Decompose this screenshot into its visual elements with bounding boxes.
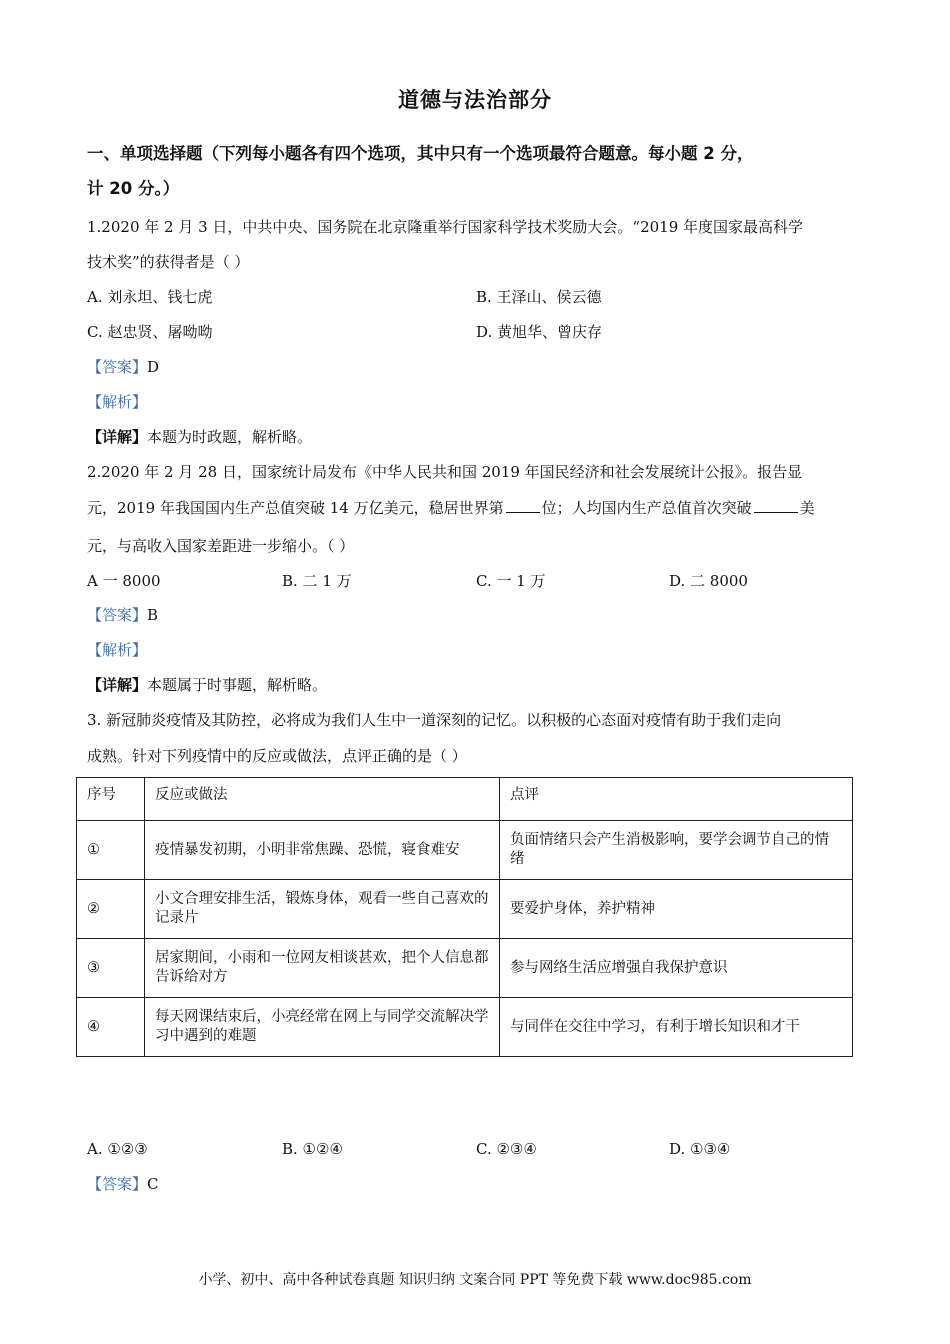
q2-stem-line2b: 位；人均国内生产总值首次突破 [541, 499, 752, 517]
table-cell: 每天网课结束后，小亮经常在网上与同学交流解决学习中遇到的难题 [145, 998, 500, 1057]
q2-analysis [87, 640, 867, 660]
q2-option-c: C. 一 1 万 [476, 572, 546, 590]
answer-label: 【答案】 [87, 1175, 148, 1193]
table-cell: 参与网络生活应增强自我保护意识 [500, 939, 853, 998]
analysis-label: 【解析】 [87, 641, 148, 659]
q1-answer-value: D [147, 358, 160, 376]
q2-stem-line2c: 美 [799, 499, 815, 517]
q3-option-c: C. ②③④ [476, 1140, 537, 1158]
detail-label: 【详解】 [87, 428, 148, 446]
table-cell: ① [77, 821, 145, 880]
q2-option-d: D. 二 8000 [669, 572, 748, 590]
q1-stem-line2: 技术奖”的获得者是（ ） [87, 253, 250, 271]
table-cell: 要爱护身体，养护精神 [500, 880, 853, 939]
table-header-cell: 点评 [500, 778, 853, 821]
table-row [77, 998, 853, 1057]
q2-answer-value: B [147, 606, 159, 624]
section-heading-line1: 一、单项选择题（下列每小题各有四个选项，其中只有一个选项最符合题意。每小题 2 分， [87, 144, 754, 163]
q2-blank-1 [506, 498, 540, 513]
answer-label: 【答案】 [87, 358, 148, 376]
q2-option-a: A 一 8000 [87, 572, 161, 590]
q2-blank-2 [754, 498, 798, 513]
q3-option-d: D. ①③④ [669, 1140, 731, 1158]
q1-option-d: D. 黄旭华、曾庆存 [476, 323, 603, 341]
q1-stem-line1: 1.2020 年 2 月 3 日，中共中央、国务院在北京隆重举行国家科学技术奖励大会。“2019 年度国家最高科学 [87, 218, 804, 236]
q1-detail [87, 427, 867, 447]
table-cell: 负面情绪只会产生消极影响，要学会调节自己的情绪 [500, 821, 853, 880]
q2-stem-line2a: 元，2019 年我国国内生产总值突破 14 万亿美元，稳居世界第 [87, 499, 504, 517]
table-row [77, 821, 853, 880]
table-header-cell: 反应或做法 [145, 778, 500, 821]
q3-answer [87, 1174, 867, 1194]
q2-option-b: B. 二 1 万 [282, 572, 352, 590]
table-cell: 与同伴在交往中学习，有利于增长知识和才干 [500, 998, 853, 1057]
table-cell: ② [77, 880, 145, 939]
detail-label: 【详解】 [87, 676, 148, 694]
page-title: 道德与法治部分 [398, 88, 552, 112]
q3-stem-line1: 3. 新冠肺炎疫情及其防控，必将成为我们人生中一道深刻的记忆。以积极的心态面对疫情有助于我们走向 [87, 711, 782, 729]
q3-option-a: A. ①②③ [87, 1140, 148, 1158]
analysis-label: 【解析】 [87, 393, 148, 411]
q2-answer [87, 605, 867, 625]
answer-label: 【答案】 [87, 606, 148, 624]
q2-detail [87, 675, 867, 695]
q2-stem-line2 [87, 498, 867, 518]
q1-option-b: B. 王泽山、侯云德 [476, 288, 602, 306]
q2-stem-line1: 2.2020 年 2 月 28 日，国家统计局发布《中华人民共和国 2019 年国民经济和社会发展统计公报》。报告显 [87, 463, 803, 481]
opinions-table [76, 777, 853, 1057]
table-cell: 小文合理安排生活，锻炼身体，观看一些自己喜欢的记录片 [145, 880, 500, 939]
table-cell: ④ [77, 998, 145, 1057]
table-cell: ③ [77, 939, 145, 998]
table-cell: 居家期间，小雨和一位网友相谈甚欢，把个人信息都告诉给对方 [145, 939, 500, 998]
q3-stem-line2: 成熟。针对下列疫情中的反应或做法，点评正确的是（ ） [87, 747, 467, 765]
q1-answer [87, 357, 867, 377]
table-row [77, 939, 853, 998]
q2-detail-text: 本题属于时事题，解析略。 [147, 676, 328, 694]
q3-answer-value: C [147, 1175, 159, 1193]
q1-detail-text: 本题为时政题，解析略。 [147, 428, 313, 446]
section-heading-line2: 计 20 分。） [87, 179, 180, 198]
q1-analysis [87, 392, 867, 412]
table-row [77, 880, 853, 939]
table-header-row [77, 778, 853, 821]
table-cell: 疫情暴发初期，小明非常焦躁、恐慌，寝食难安 [145, 821, 500, 880]
q1-option-c: C. 赵忠贤、屠呦呦 [87, 323, 213, 341]
q1-option-a: A. 刘永坦、钱七虎 [87, 288, 213, 306]
table-header-cell: 序号 [77, 778, 145, 821]
q2-stem-line3: 元，与高收入国家差距进一步缩小。（ ） [87, 537, 355, 555]
q3-option-b: B. ①②④ [282, 1140, 343, 1158]
page-footer: 小学、初中、高中各种试卷真题 知识归纳 文案合同 PPT 等免费下载 www.doc985.com [198, 1272, 752, 1288]
